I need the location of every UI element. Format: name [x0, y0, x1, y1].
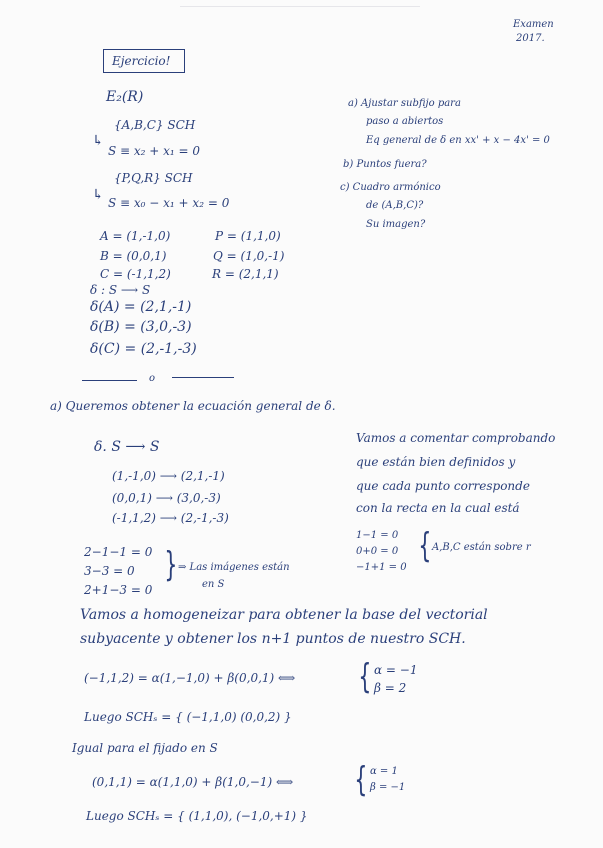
mapping-3: (-1,1,2) ⟶ (2,-1,-3) [112, 511, 229, 525]
check-left-2: 3−3 = 0 [84, 564, 135, 578]
reference-1: {A,B,C} SCH [114, 118, 196, 132]
sch-result-1: Luego SCHₛ = { (−1,1,0) (0,0,2) } [84, 710, 292, 724]
brace-eq1: { [358, 657, 372, 697]
question-c-line2: de (A,B,C)? [366, 200, 424, 211]
exam-label: Examen [513, 19, 554, 30]
check-right-label: A,B,C están sobre r [432, 542, 531, 553]
equation-2: (0,1,1) = α(1,1,0) + β(1,0,−1) ⟺ [92, 775, 294, 789]
check-left-1: 2−1−1 = 0 [84, 545, 153, 559]
divider-mark: o [149, 373, 156, 384]
point-b: B = (0,0,1) [100, 249, 167, 263]
explain-1: Vamos a comentar comprobando [356, 431, 556, 445]
check-left-label-2: en S [202, 579, 225, 590]
point-c: C = (-1,1,2) [100, 267, 171, 281]
space-label: E₂(R) [106, 89, 144, 105]
question-a-line3: Eq general de δ en xx' + x − 4x' = 0 [366, 135, 550, 146]
brace-right: { [418, 526, 432, 566]
sch-result-2: Luego SCHₛ = { (1,1,0), (−1,0,+1) } [86, 809, 308, 823]
explain-2: que están bien definidos y [356, 455, 516, 469]
scan-top-edge [180, 6, 420, 7]
exercise-title: Ejercicio! [112, 54, 171, 68]
point-r: R = (2,1,1) [212, 267, 279, 281]
question-c-line3: Su imagen? [366, 219, 426, 230]
explain-3: que cada punto corresponde [356, 479, 530, 493]
arrow-hook-1: ↳ [92, 133, 104, 149]
check-right-3: −1+1 = 0 [356, 562, 407, 573]
explain-4: con la recta en la cual está [356, 501, 520, 515]
check-right-2: 0+0 = 0 [356, 546, 399, 557]
mapping-1: (1,-1,0) ⟶ (2,1,-1) [112, 469, 225, 483]
line-s1: S ≡ x₂ + x₁ = 0 [108, 144, 201, 158]
question-a-line2: paso a abiertos [366, 116, 444, 127]
eq1-alpha: α = −1 [374, 663, 418, 677]
image-a: δ(A) = (2,1,-1) [90, 299, 192, 315]
point-q: Q = (1,0,-1) [213, 249, 285, 263]
check-left-3: 2+1−3 = 0 [84, 583, 153, 597]
divider-right [172, 377, 234, 378]
brace-eq2: { [354, 760, 368, 800]
solution-map: δ. S ⟶ S [94, 439, 160, 455]
equation-1: (−1,1,2) = α(1,−1,0) + β(0,0,1) ⟺ [84, 671, 296, 685]
map-definition: δ : S ⟶ S [90, 283, 151, 297]
homogenize-line-2: subyacente y obtener los n+1 puntos de nuestro SCH. [80, 631, 466, 647]
check-right-1: 1−1 = 0 [356, 530, 399, 541]
question-c: c) Cuadro armónico [340, 182, 441, 193]
image-b: δ(B) = (3,0,-3) [90, 319, 192, 335]
image-c: δ(C) = (2,-1,-3) [90, 341, 197, 357]
eq1-beta: β = 2 [374, 681, 407, 695]
point-a: A = (1,-1,0) [100, 229, 171, 243]
arrow-hook-2: ↳ [92, 187, 104, 203]
check-left-label-1: ⇒ Las imágenes están [178, 562, 290, 573]
question-a: a) Ajustar subfijo para [348, 98, 461, 109]
question-b: b) Puntos fuera? [343, 159, 427, 170]
point-p: P = (1,1,0) [215, 229, 281, 243]
eq2-alpha: α = 1 [370, 766, 398, 777]
solution-intro: a) Queremos obtener la ecuación general de δ. [50, 399, 336, 413]
homogenize-line-1: Vamos a homogeneizar para obtener la base del vectorial [80, 607, 488, 623]
divider-left [82, 380, 137, 381]
eq2-beta: β = −1 [370, 782, 406, 793]
reference-2: {P,Q,R} SCH [114, 171, 193, 185]
exam-year: 2017. [516, 33, 545, 44]
same-for-s: Igual para el fijado en S [72, 741, 218, 755]
mapping-2: (0,0,1) ⟶ (3,0,-3) [112, 491, 221, 505]
brace-left: } [164, 545, 178, 585]
line-s2: S ≡ x₀ − x₁ + x₂ = 0 [108, 196, 230, 210]
